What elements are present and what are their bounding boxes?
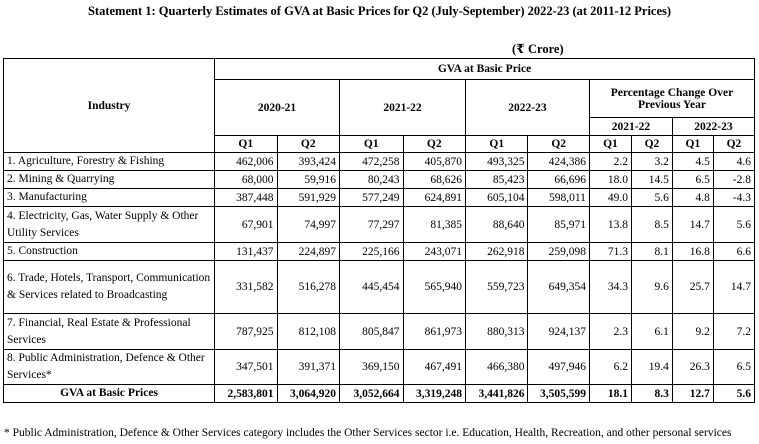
value-cell: 787,925: [215, 314, 277, 350]
value-cell: 405,870: [403, 153, 465, 171]
value-cell: 3.2: [631, 153, 672, 171]
total-row: [4, 385, 755, 403]
value-cell: 598,011: [528, 189, 589, 207]
value-cell: 4.6: [713, 153, 754, 171]
year-header: 2020-21: [215, 80, 340, 136]
value-cell: 5.6: [631, 189, 672, 207]
value-cell: 8.1: [631, 243, 672, 261]
value-cell: 3,319,248: [403, 385, 465, 403]
statement-title: Statement 1: Quarterly Estimates of GVA at Basic Prices for Q2 (July-September) 2022-23 (at 2011-12 Prices): [87, 4, 672, 18]
industry-cell: 5. Construction: [4, 243, 215, 261]
quarter-header: Q1: [589, 136, 631, 153]
value-cell: 445,454: [340, 261, 404, 314]
value-cell: 347,501: [215, 350, 277, 385]
value-cell: 243,071: [403, 243, 465, 261]
value-cell: 3,441,826: [466, 385, 528, 403]
table-row: [4, 243, 755, 261]
value-cell: 14.7: [713, 261, 754, 314]
table-body: [4, 153, 755, 403]
table-row: [4, 153, 755, 171]
table-row: [4, 261, 755, 314]
value-cell: 577,249: [340, 189, 404, 207]
industry-cell: 7. Financial, Real Estate & Professional Services: [4, 314, 215, 350]
value-cell: 861,973: [403, 314, 465, 350]
value-cell: 131,437: [215, 243, 277, 261]
value-cell: 49.0: [589, 189, 631, 207]
value-cell: 66,696: [528, 171, 589, 189]
value-cell: -2.8: [713, 171, 754, 189]
value-cell: 18.0: [589, 171, 631, 189]
industry-cell: 6. Trade, Hotels, Transport, Communication & Services related to Broadcasting: [4, 261, 215, 314]
year-header: 2021-22: [340, 80, 466, 136]
table-row: [4, 189, 755, 207]
quarter-header: Q2: [631, 136, 672, 153]
value-cell: 18.1: [589, 385, 631, 403]
quarter-header: Q1: [215, 136, 277, 153]
value-cell: 387,448: [215, 189, 277, 207]
value-cell: 924,137: [528, 314, 589, 350]
value-cell: 9.6: [631, 261, 672, 314]
industry-cell: 4. Electricity, Gas, Water Supply & Other Utility Services: [4, 207, 215, 243]
quarter-header: Q2: [403, 136, 465, 153]
value-cell: 812,108: [277, 314, 339, 350]
value-cell: 880,313: [466, 314, 528, 350]
value-cell: 262,918: [466, 243, 528, 261]
value-cell: 3,505,599: [528, 385, 589, 403]
value-cell: 7.2: [713, 314, 754, 350]
value-cell: 467,491: [403, 350, 465, 385]
value-cell: 331,582: [215, 261, 277, 314]
value-cell: 8.5: [631, 207, 672, 243]
value-cell: 19.4: [631, 350, 672, 385]
value-cell: 466,380: [466, 350, 528, 385]
gva-table: [3, 58, 755, 403]
value-cell: 4.5: [672, 153, 713, 171]
value-cell: 391,371: [277, 350, 339, 385]
industry-cell: 2. Mining & Quarrying: [4, 171, 215, 189]
value-cell: 493,325: [466, 153, 528, 171]
quarter-header: Q2: [713, 136, 754, 153]
value-cell: 4.8: [672, 189, 713, 207]
value-cell: 74,997: [277, 207, 339, 243]
value-cell: 71.3: [589, 243, 631, 261]
industry-header: Industry: [4, 59, 215, 153]
value-cell: 624,891: [403, 189, 465, 207]
value-cell: 649,354: [528, 261, 589, 314]
value-cell: 497,946: [528, 350, 589, 385]
value-cell: 6.6: [713, 243, 754, 261]
value-cell: 77,297: [340, 207, 404, 243]
value-cell: 6.5: [672, 171, 713, 189]
value-cell: 2.2: [589, 153, 631, 171]
value-cell: 68,626: [403, 171, 465, 189]
value-cell: 9.2: [672, 314, 713, 350]
value-cell: 5.6: [713, 207, 754, 243]
value-cell: 393,424: [277, 153, 339, 171]
gva-header: GVA at Basic Price: [215, 59, 755, 80]
table-row: [4, 171, 755, 189]
value-cell: 85,423: [466, 171, 528, 189]
value-cell: 67,901: [215, 207, 277, 243]
table-row: [4, 207, 755, 243]
quarter-header: Q1: [672, 136, 713, 153]
value-cell: 5.6: [713, 385, 754, 403]
pct-change-header: Percentage Change Over Previous Year: [589, 80, 754, 118]
value-cell: 3,064,920: [277, 385, 339, 403]
industry-cell: GVA at Basic Prices: [4, 385, 215, 403]
value-cell: 2,583,801: [215, 385, 277, 403]
quarter-header: Q1: [340, 136, 404, 153]
industry-cell: 8. Public Administration, Defence & Other Services*: [4, 350, 215, 385]
value-cell: 88,640: [466, 207, 528, 243]
value-cell: 559,723: [466, 261, 528, 314]
pct-year-header: 2022-23: [672, 118, 754, 136]
footnote: * Public Administration, Defence & Other Services category includes the Other Services sector i.e. Education, Health, Recreation, and other personal services: [4, 427, 732, 439]
value-cell: 369,150: [340, 350, 404, 385]
value-cell: 13.8: [589, 207, 631, 243]
value-cell: 14.5: [631, 171, 672, 189]
value-cell: 26.3: [672, 350, 713, 385]
value-cell: 565,940: [403, 261, 465, 314]
value-cell: 516,278: [277, 261, 339, 314]
value-cell: 472,258: [340, 153, 404, 171]
value-cell: -4.3: [713, 189, 754, 207]
value-cell: 3,052,664: [340, 385, 404, 403]
quarter-header: Q2: [277, 136, 339, 153]
value-cell: 6.2: [589, 350, 631, 385]
value-cell: 34.3: [589, 261, 631, 314]
value-cell: 25.7: [672, 261, 713, 314]
value-cell: 805,847: [340, 314, 404, 350]
value-cell: 224,897: [277, 243, 339, 261]
value-cell: 6.5: [713, 350, 754, 385]
value-cell: 14.7: [672, 207, 713, 243]
industry-cell: 1. Agriculture, Forestry & Fishing: [4, 153, 215, 171]
value-cell: 80,243: [340, 171, 404, 189]
value-cell: 81,385: [403, 207, 465, 243]
value-cell: 605,104: [466, 189, 528, 207]
value-cell: 85,971: [528, 207, 589, 243]
value-cell: 8.3: [631, 385, 672, 403]
industry-cell: 3. Manufacturing: [4, 189, 215, 207]
value-cell: 6.1: [631, 314, 672, 350]
value-cell: 591,929: [277, 189, 339, 207]
year-header: 2022-23: [466, 80, 590, 136]
table-row: [4, 350, 755, 385]
value-cell: 68,000: [215, 171, 277, 189]
value-cell: 225,166: [340, 243, 404, 261]
value-cell: 424,386: [528, 153, 589, 171]
value-cell: 16.8: [672, 243, 713, 261]
table-row: [4, 314, 755, 350]
quarter-header: Q1: [466, 136, 528, 153]
value-cell: 12.7: [672, 385, 713, 403]
value-cell: 2.3: [589, 314, 631, 350]
value-cell: 462,006: [215, 153, 277, 171]
quarter-header: Q2: [528, 136, 589, 153]
value-cell: 259,098: [528, 243, 589, 261]
pct-year-header: 2021-22: [589, 118, 672, 136]
value-cell: 59,916: [277, 171, 339, 189]
unit-label: (₹ Crore): [512, 42, 564, 56]
